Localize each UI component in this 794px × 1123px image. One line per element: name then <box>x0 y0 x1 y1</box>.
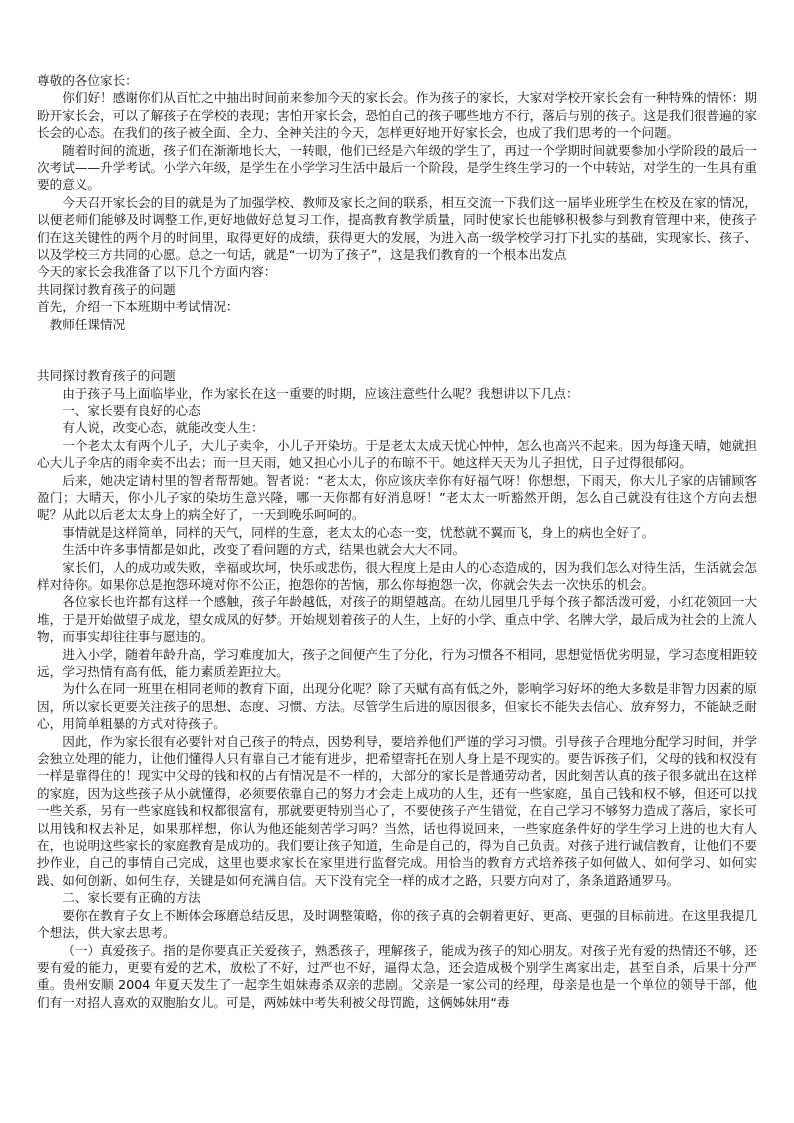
section-heading: 共同探讨教育孩子的问题 <box>37 368 176 384</box>
paragraph-primary-school: 进入小学，随着年龄升高，学习难度加大，孩子之间便产生了分化，行为习惯各不相同，思想觉悟优劣明显，学习态度相距较远，学习热情有高有低，能力素质差距拉大。 <box>37 646 757 679</box>
paragraph-habits: 因此，作为家长很有必要针对自己孩子的特点，因势利导，要培养他们严谨的学习习惯。引导孩子合理地分配学习时间，并学会独立处理的能力，让他们懂得人只有靠自己才能有进步，把希望寄托在别人身上是不现实的。要告诉孩子们，父母的钱和权没有一样是靠得住的！现实中父母的钱和权的占有情况是不一样的，大部分的家长是普通劳动者，因此刻苦认真的孩子很多就出在这样的家庭，因为这些孩子从小就懂得，必须要依靠自己的努力才会走上成功的人生，还有一些家庭，虽自己钱和权不够，但还可以找一些关系，另有一些家庭钱和权都很富有，那就要更特别当心了，不要使孩子产生错觉，在自己学习不够努力造成了落后，家长可以用钱和权去补足，如果那样想，你认为他还能刻苦学习吗？当然，话也得说回来，一些家庭条件好的学生学习上进的也大有人在，也说明这些家长的家庭教育是成功的。我们要让孩子知道，生命是自己的，得为自己负责。对孩子进行诚信教育，让他们不要抄作业，自己的事情自己完成，这里也要求家长在家里进行监督完成。用恰当的教育方式培养孩子如何做人、如何学习、如何实践、如何创新、如何生存，关键是如何充满自信。天下没有完全一样的成才之路，只要方向对了，条条道路通罗马。 <box>37 733 757 888</box>
paragraph-parents: 家长们，人的成功或失败，幸福或坎坷，快乐或悲伤，很大程度上是由人的心态造成的，因为我们怎么对待生活，生活就会怎样对待你。如果你总是抱怨环境对你不公正，抱怨你的苦恼，那么你每抱怨一次，你就会失去一次快乐的机会。 <box>37 559 757 592</box>
paragraph-purpose: 今天召开家长会的目的就是为了加强学校、教师及家长之间的联系，相互交流一下我们这一届毕业班学生在校及在家的情况，以便老师们能够及时调整工作,更好地做好总复习工作，提高教育教学质量，同时使家长也能够积极参与到教育管理中来，使孩子们在这关键性的两个月的时间里，取得更好的成绩，获得更大的发展，为进入高一级学校学习打下扎实的基础，实现家长、孩子、以及学校三方共同的心愿。总之一句话，就是“一切为了孩子”，这是我们教育的一个根本出发点 <box>37 194 757 263</box>
point2-title: 二、家长要有正确的方法 <box>62 890 201 906</box>
paragraph-reflection: 要你在教育子女上不断体会琢磨总结反思，及时调整策略，你的孩子真的会朝着更好、更高、更强的目标前进。在这里我提几个想法，供大家去思考。 <box>37 907 757 941</box>
paragraph-sixth-grade: 随着时间的流逝，孩子们在渐渐地长大，一转眼，他们已经是六年级的学生了，再过一个学期时间就要参加小学阶段的最后一次考试——升学考试。小学六年级，是学生在小学学习生活中最后一个阶段，是学生终生学习的一个中转站，对学生的一生具有重要的意义。 <box>37 142 757 193</box>
greeting: 尊敬的各位家长： <box>37 73 138 88</box>
paragraph-wise-man: 后来，她决定请村里的智者帮帮她。智者说：“老太太，你应该庆幸你有好福气呀！你想想，下雨天，你大儿子家的店铺顾客盈门；大晴天，你小儿子家的染坊生意兴隆，哪一天你都有好消息呀！”老太太一听豁然开朗，怎么自己就没有往这个方向去想呢？从此以后老太太身上的病全好了，一天到晚乐呵呵的。 <box>37 472 757 523</box>
paragraph-expectation: 各位家长也许都有这样一个感触，孩子年龄越低，对孩子的期望越高。在幼儿园里几乎每个孩子都活泼可爱，小红花领回一大堆，于是开始做望子成龙，望女成凤的好梦。开始规划着孩子的人生，上好的小学、重点中学、名牌大学，最后成为社会的上流人物，而事实却往往事与愿违的。 <box>37 594 757 645</box>
point1-title: 一、家长要有良好的心态 <box>62 402 201 418</box>
paragraph-life: 生活中许多事情都是如此，改变了看问题的方式，结果也就会大大不同。 <box>62 542 466 558</box>
paragraph-intro: 由于孩子马上面临毕业，作为家长在这一重要的时期，应该注意些什么呢？我想讲以下几点： <box>62 385 579 401</box>
line-topic: 共同探讨教育孩子的问题 <box>37 281 176 297</box>
paragraph-true-love: （一）真爱孩子。指的是你要真正关爱孩子，熟悉孩子，理解孩子，能成为孩子的知心朋友。对孩子光有爱的热情还不够，还要有爱的能力，更要有爱的艺术，放松了不好，过严也不好，逼得太急，还会造成极个别学生离家出走，甚至自杀，后果十分严重。贵州安顺 2004 年夏天发生了一起孪生姐妹毒杀双亲的悲剧。父亲是一家公司的经理，母亲是也是一个单位的领导干部，他们有一对招人喜欢的双胞胎女儿。可是，两姊妹中考失利被父母罚跪，这俩姊妹用“毒 <box>37 942 757 1010</box>
paragraph-simple: 事情就是这样简单，同样的天气，同样的生意，老太太的心态一变，忧愁就不翼而飞，身上的病也全好了。 <box>62 524 655 540</box>
line-prepare: 今天的家长会我准备了以下几个方面内容： <box>37 264 277 280</box>
section-gap <box>37 333 757 367</box>
paragraph-mindset: 有人说，改变心态，就能改变人生： <box>62 420 264 436</box>
line-teachers: 教师任课情况 <box>49 316 126 332</box>
document-page <box>37 72 757 1011</box>
paragraph-old-lady: 一个老太太有两个儿子，大儿子卖伞，小儿子开染坊。于是老太太成天忧心忡忡，怎么也高兴不起来。因为每逢天晴，她就担心大儿子伞店的雨伞卖不出去；而一旦天雨，她又担心小儿子的布晾不干。她这样天天为儿子担忧，日子过得很郁闷。 <box>37 437 757 471</box>
line-first: 首先，介绍一下本班期中考试情况： <box>37 299 239 315</box>
paragraph-differentiation: 为什么在同一班里在相同老师的教育下面，出现分化呢？除了天赋有高有低之外，影响学习好坏的绝大多数是非智力因素的原因，所以家长更要关注孩子的思想、态度、习惯、方法。尽管学生后进的原因很多，但家长不能失去信心、放弃努力，不能缺乏耐心，用简单粗暴的方式对待孩子。 <box>37 681 757 732</box>
paragraph-welcome: 你们好！感谢你们从百忙之中抽出时间前来参加今天的家长会。作为孩子的家长，大家对学校开家长会有一种特殊的情怀：期盼开家长会，可以了解孩子在学校的表现；害怕开家长会，恐怕自己的孩子哪些地方不行，落后与别的孩子。这是我们很普遍的家长会的心态。在我们的孩子被全面、全力、全神关注的今天，怎样更好地开好家长会，也成了我们思考的一个问题。 <box>37 90 757 141</box>
